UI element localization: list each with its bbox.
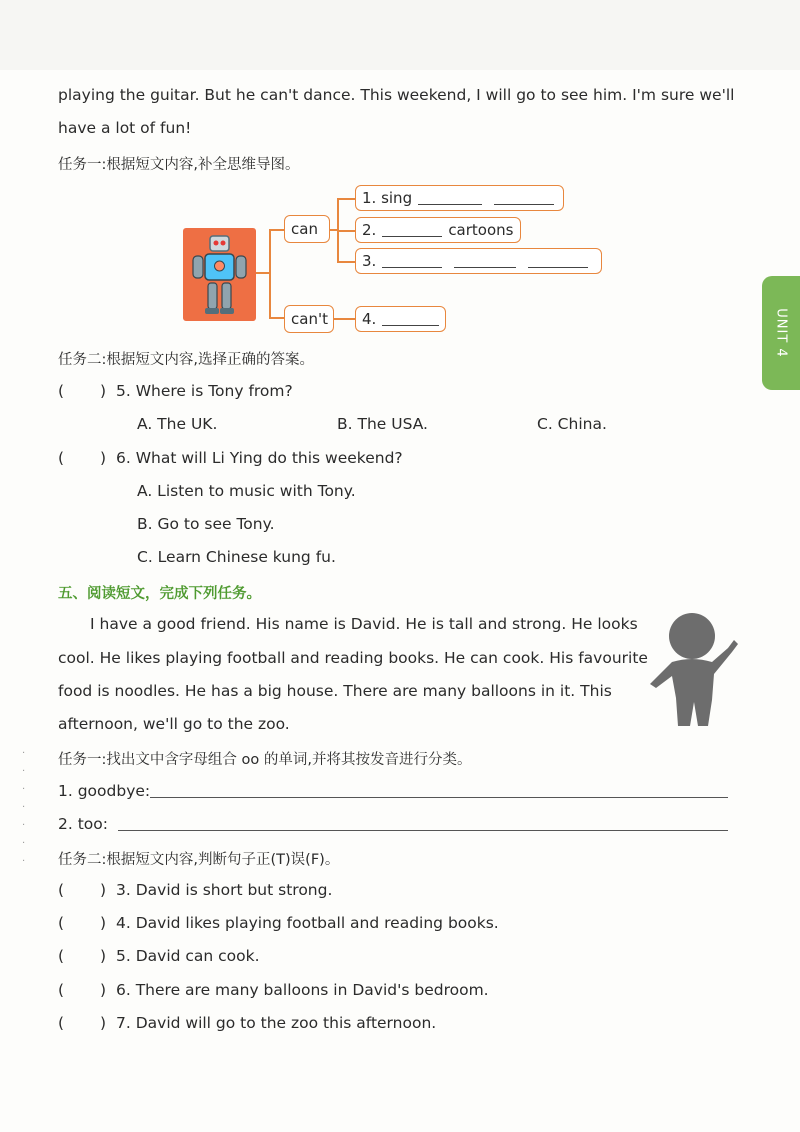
s5-task2-instruction: 任务二:根据短文内容,判断句子正(T)误(F)。 <box>58 852 340 868</box>
task1-instruction: 任务一:根据短文内容,补全思维导图。 <box>58 157 300 173</box>
tf-statement: 4. David likes playing football and reading books. <box>116 914 499 932</box>
answer-line[interactable] <box>150 797 728 798</box>
mindmap-box-2 <box>355 217 521 243</box>
mindmap-box-4 <box>355 306 446 332</box>
answer-paren-close: ) <box>100 1014 107 1032</box>
option-a: A. The UK. <box>137 415 218 433</box>
option-a: A. Listen to music with Tony. <box>137 482 356 500</box>
answer-paren-close: ) <box>100 914 107 932</box>
passage-line: I have a good friend. His name is David. He is tall and strong. He looks <box>90 615 638 633</box>
answer-line[interactable] <box>118 830 728 831</box>
box2-text: cartoons <box>448 221 514 239</box>
can-label: can <box>291 220 318 238</box>
answer-blank[interactable] <box>382 313 439 326</box>
s5-task1-instruction: 任务一:找出文中含字母组合 oo 的单词,并将其按发音进行分类。 <box>58 752 472 768</box>
answer-paren-open[interactable]: ( <box>58 382 65 400</box>
tf-statement: 3. David is short but strong. <box>116 881 333 899</box>
unit-tab-label: UNIT 4 <box>773 308 789 358</box>
mindmap-can-node <box>284 215 330 243</box>
answer-blank[interactable] <box>418 192 482 205</box>
question-6: 6. What will Li Ying do this weekend? <box>116 449 403 467</box>
page-header-strip <box>0 0 800 70</box>
mindmap-box-3 <box>355 248 602 274</box>
answer-paren-close: ) <box>100 947 107 965</box>
oo-item-1: 1. goodbye: <box>58 782 151 800</box>
waving-person-icon <box>648 610 738 728</box>
option-b: B. Go to see Tony. <box>137 515 275 533</box>
option-c: C. China. <box>537 415 607 433</box>
passage-line: cool. He likes playing football and reading books. He can cook. His favourite <box>58 649 648 667</box>
answer-paren-open[interactable]: ( <box>58 1014 65 1032</box>
box2-num: 2. <box>362 221 377 239</box>
passage-line: afternoon, we'll go to the zoo. <box>58 715 290 733</box>
answer-blank[interactable] <box>494 192 554 205</box>
mindmap-box-1 <box>355 185 564 211</box>
answer-paren-open[interactable]: ( <box>58 981 65 999</box>
tf-statement: 5. David can cook. <box>116 947 260 965</box>
box4-num: 4. <box>362 310 377 328</box>
answer-paren-close: ) <box>100 881 107 899</box>
margin-dots: · · · · · · · <box>22 748 26 867</box>
robot-icon <box>183 228 256 321</box>
answer-blank[interactable] <box>382 255 442 268</box>
passage-line: food is noodles. He has a big house. There are many balloons in it. This <box>58 682 612 700</box>
answer-paren-open[interactable]: ( <box>58 881 65 899</box>
answer-paren-open[interactable]: ( <box>58 947 65 965</box>
cant-label: can't <box>291 310 328 328</box>
question-5: 5. Where is Tony from? <box>116 382 293 400</box>
robot-image <box>183 228 256 321</box>
option-b: B. The USA. <box>337 415 428 433</box>
answer-paren-close: ) <box>100 981 107 999</box>
tf-statement: 6. There are many balloons in David's bedroom. <box>116 981 489 999</box>
box3-num: 3. <box>362 252 377 270</box>
mindmap-cant-node <box>284 305 334 333</box>
oo-item-2: 2. too: <box>58 815 108 833</box>
answer-paren-open[interactable]: ( <box>58 914 65 932</box>
passage-line: playing the guitar. But he can't dance. This weekend, I will go to see him. I'm sure we'll <box>58 86 735 104</box>
unit-tab[interactable] <box>762 276 800 390</box>
answer-paren-close: ) <box>100 382 107 400</box>
answer-blank[interactable] <box>454 255 516 268</box>
answer-paren-close: ) <box>100 449 107 467</box>
tf-statement: 7. David will go to the zoo this afternoon. <box>116 1014 437 1032</box>
answer-blank[interactable] <box>382 224 442 237</box>
task2-instruction: 任务二:根据短文内容,选择正确的答案。 <box>58 352 314 368</box>
section-heading: 五、阅读短文，完成下列任务。 <box>58 586 261 602</box>
passage-line: have a lot of fun! <box>58 119 192 137</box>
answer-paren-open[interactable]: ( <box>58 449 65 467</box>
answer-blank[interactable] <box>528 255 588 268</box>
box1-text: 1. sing <box>362 189 413 207</box>
option-c: C. Learn Chinese kung fu. <box>137 548 336 566</box>
